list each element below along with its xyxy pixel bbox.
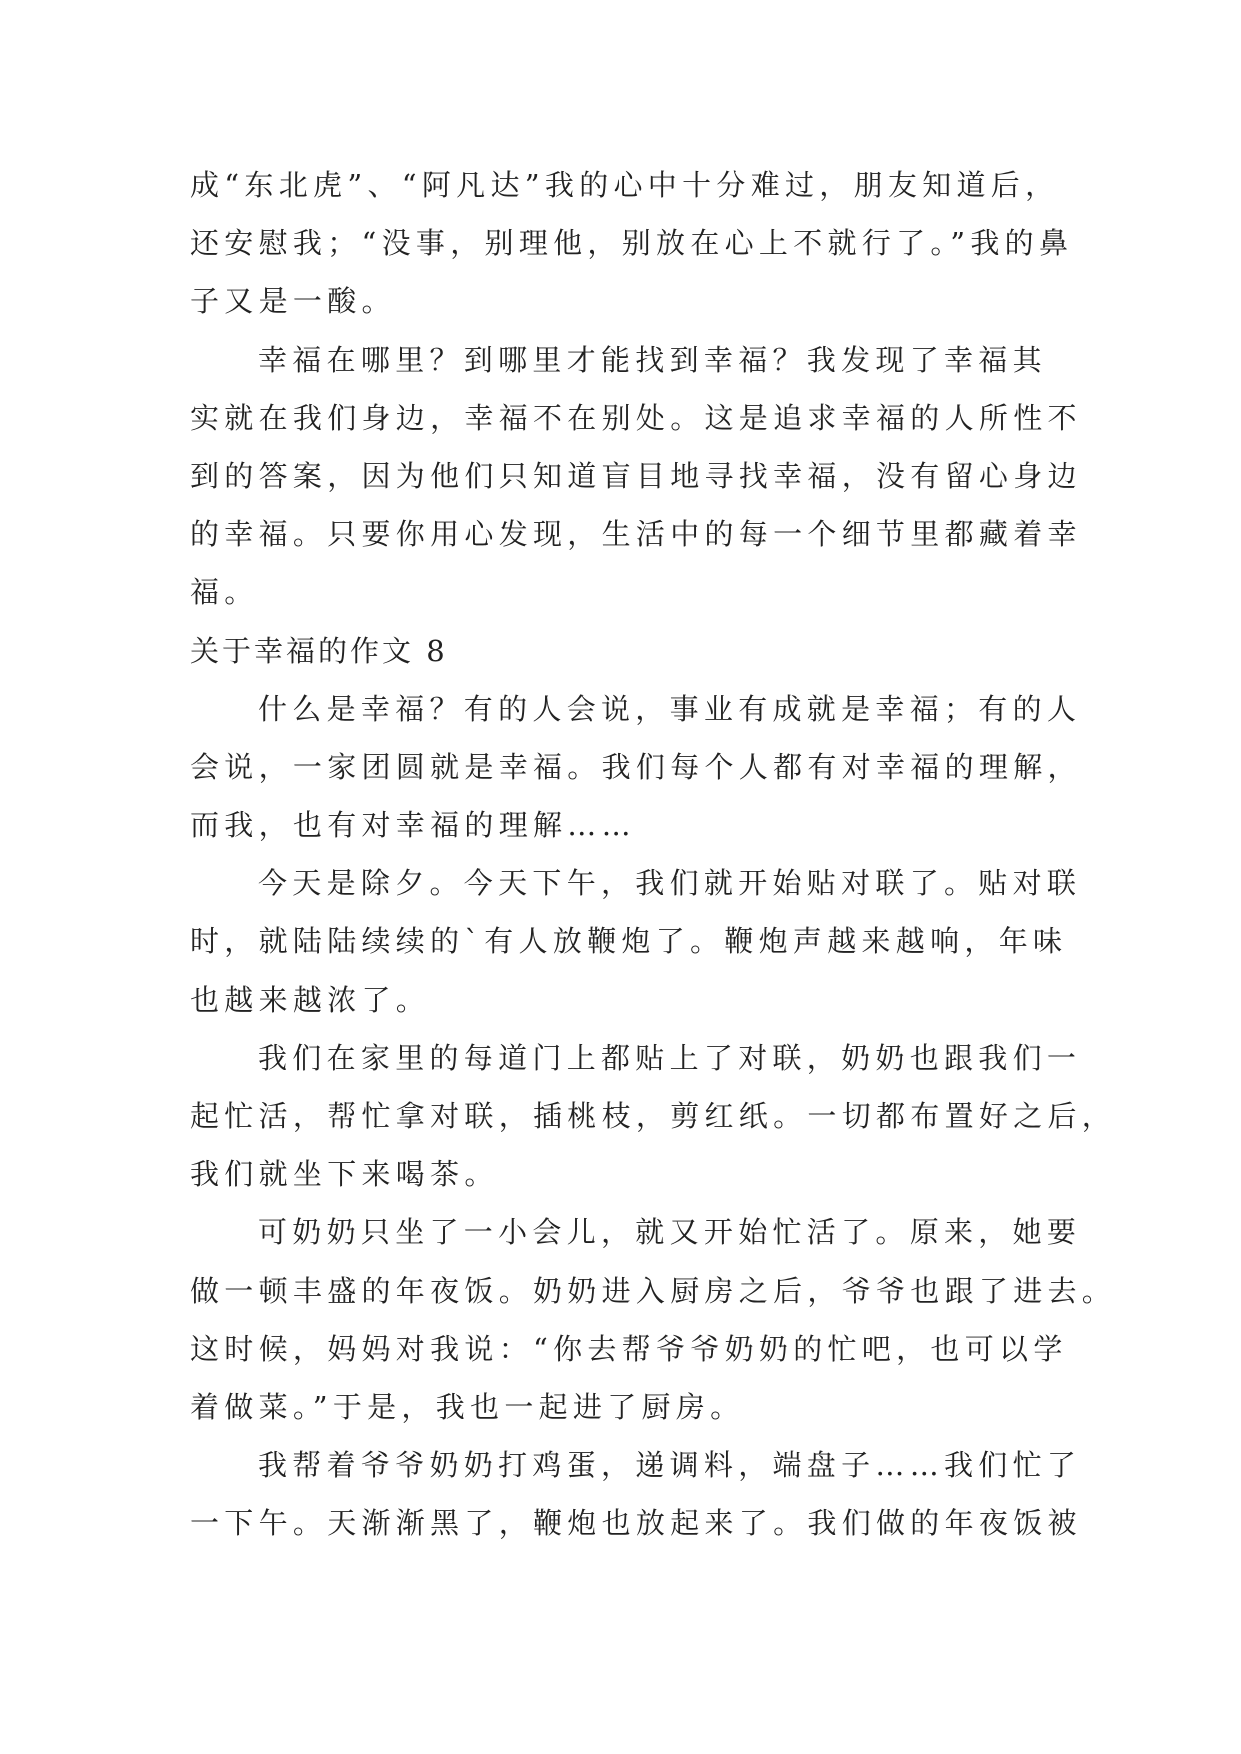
text-line: 起忙活，帮忙拿对联，插桃枝，剪红纸。一切都布置好之后， bbox=[190, 1099, 1117, 1133]
paragraph-first-line: 什么是幸福？有的人会说，事业有成就是幸福；有的人 bbox=[258, 691, 1082, 726]
paragraph-first-line: 幸福在哪里？到哪里才能找到幸福？我发现了幸福其 bbox=[258, 342, 1047, 377]
text-line: 实就在我们身边，幸福不在别处。这是追求幸福的人所性不 bbox=[190, 400, 1082, 435]
text-line: 子又是一酸。 bbox=[190, 284, 396, 319]
text-line: 还安慰我；“没事，别理他，别放在心上不就行了。”我的鼻 bbox=[190, 226, 1074, 261]
essay-text bbox=[190, 156, 1117, 1553]
text-line: 的幸福。只要你用心发现，生活中的每一个细节里都藏着幸 bbox=[190, 517, 1082, 552]
text-line: 时，就陆陆续续的`有人放鞭炮了。鞭炮声越来越响，年味 bbox=[190, 924, 1068, 959]
text-line: 做一顿丰盛的年夜饭。奶奶进入厨房之后，爷爷也跟了进去。 bbox=[190, 1273, 1117, 1308]
text-line: 成“东北虎”、“阿凡达”我的心中十分难过，朋友知道后， bbox=[190, 168, 1060, 202]
text-line: 一下午。天渐渐黑了，鞭炮也放起来了。我们做的年夜饭被 bbox=[190, 1506, 1082, 1541]
text-line: 我们就坐下来喝茶。 bbox=[190, 1157, 499, 1192]
text-line: 福。 bbox=[190, 575, 259, 610]
text-line: 而我，也有对幸福的理解…… bbox=[190, 808, 636, 843]
section-heading: 关于幸福的作文 8 bbox=[190, 633, 448, 668]
text-line: 到的答案，因为他们只知道盲目地寻找幸福，没有留心身边 bbox=[190, 458, 1082, 493]
paragraph-first-line: 我帮着爷爷奶奶打鸡蛋，递调料，端盘子……我们忙了 bbox=[258, 1448, 1082, 1483]
text-line: 着做菜。”于是，我也一起进了厨房。 bbox=[190, 1389, 745, 1424]
paragraph-first-line: 我们在家里的每道门上都贴上了对联，奶奶也跟我们一 bbox=[258, 1040, 1082, 1075]
paragraph-first-line: 可奶奶只坐了一小会儿，就又开始忙活了。原来，她要 bbox=[258, 1215, 1082, 1250]
text-line: 这时候，妈妈对我说：“你去帮爷爷奶奶的忙吧，也可以学 bbox=[190, 1331, 1068, 1366]
text-line: 也越来越浓了。 bbox=[190, 982, 431, 1017]
text-line: 会说，一家团圆就是幸福。我们每个人都有对幸福的理解， bbox=[190, 749, 1082, 784]
paragraph-first-line: 今天是除夕。今天下午，我们就开始贴对联了。贴对联 bbox=[258, 866, 1082, 901]
